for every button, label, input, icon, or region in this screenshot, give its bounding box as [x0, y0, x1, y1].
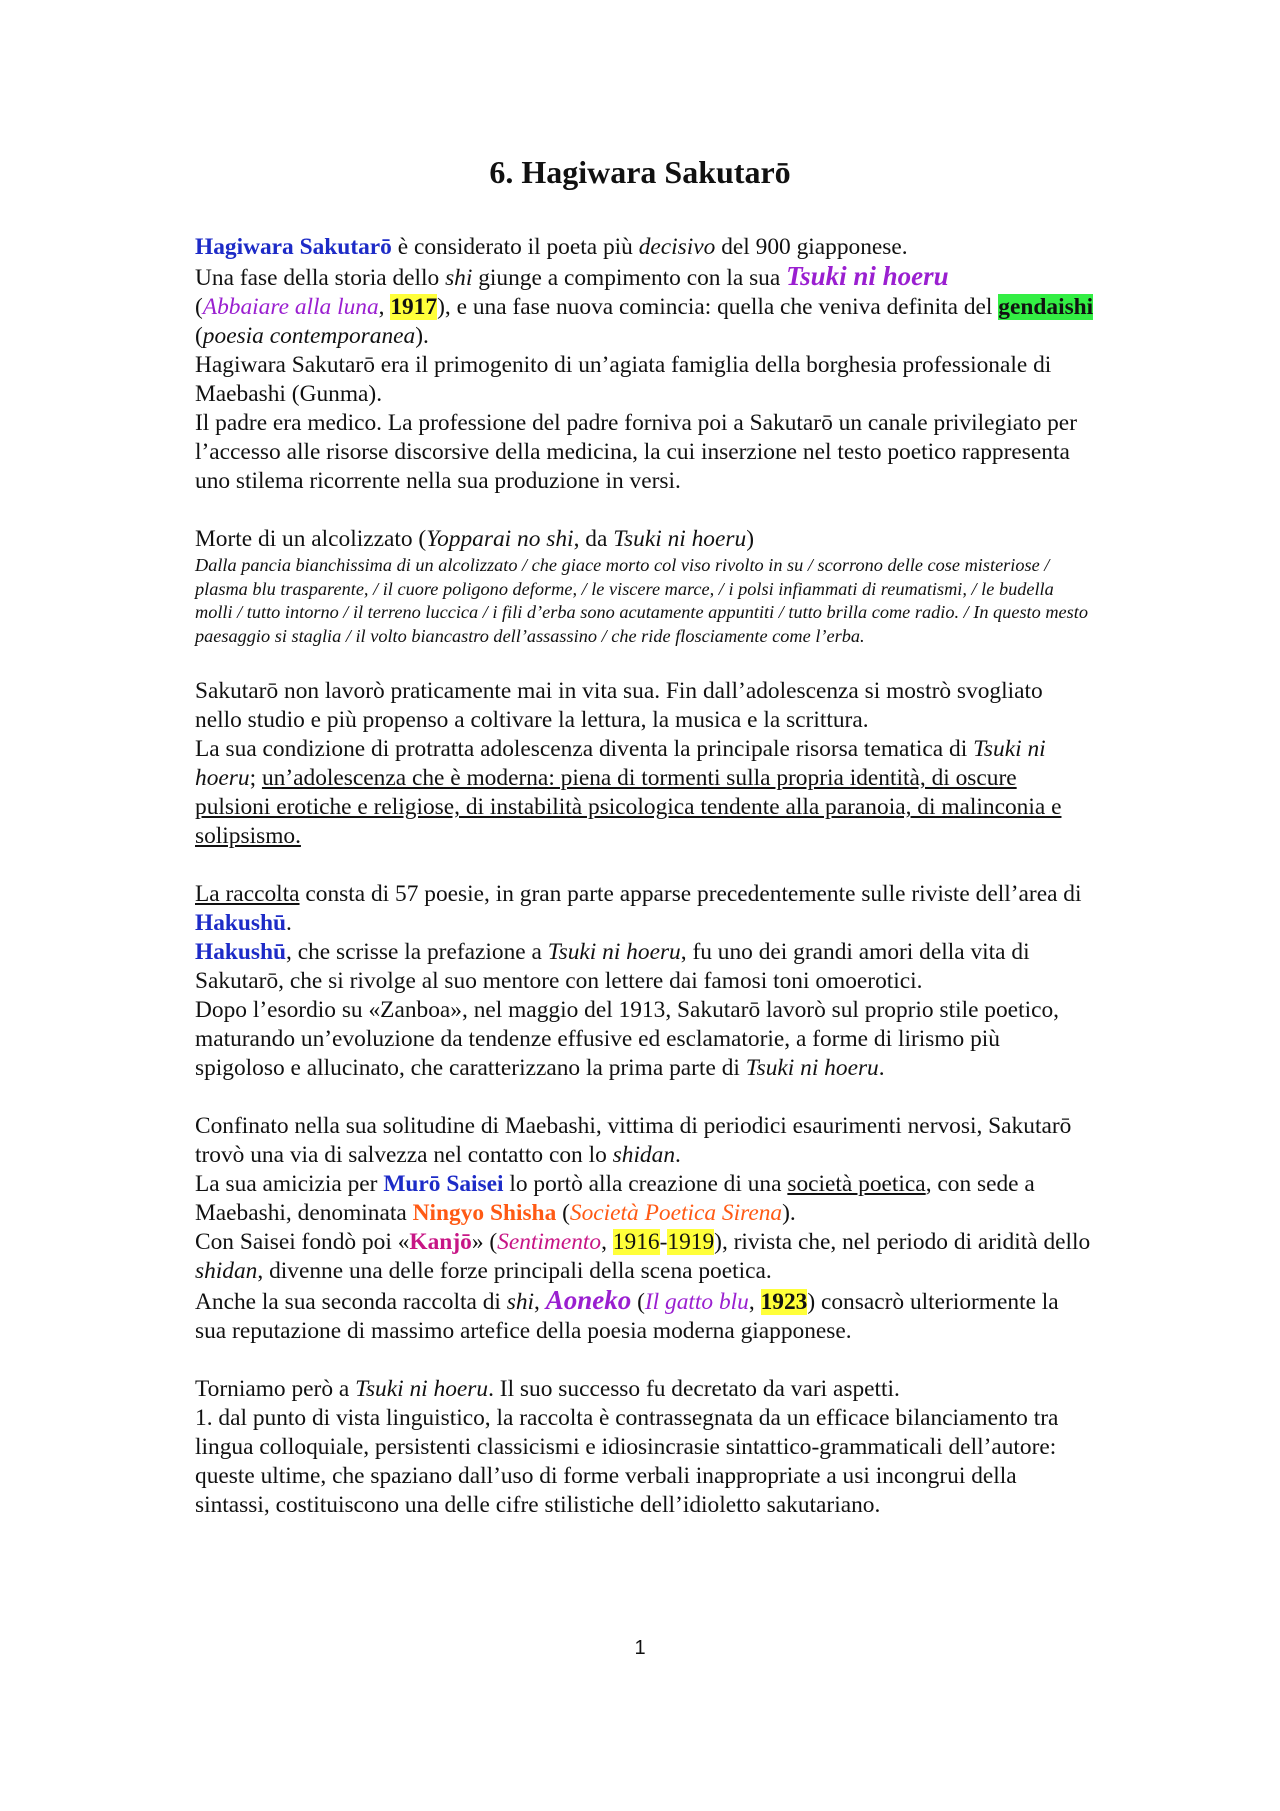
title-abbaiare: Abbaiare alla luna [202, 294, 379, 320]
paragraph-success: Torniamo però a Tsuki ni hoeru. Il suo successo fu decretato da vari aspetti. [195, 1376, 900, 1403]
paragraph-father: Il padre era medico. La professione del padre forniva poi a Sakutarō un canale privilegiato per l’accesso alle risorse discorsive della medicina, la cui inserzione nel testo poetico rappresenta uno stilema ricorrente nella sua produzione in versi. [195, 410, 1077, 494]
paragraph-intro: Hagiwara Sakutarō è considerato il poeta più decisivo del 900 giapponese. [195, 234, 908, 260]
paragraph-collection: La raccolta consta di 57 poesie, in gran parte apparse precedentemente sulle riviste dell’area di Hakushū. [195, 881, 1082, 937]
name-ningyo-shisha: Ningyo Shisha [412, 1200, 557, 1227]
title-gatto-blu: Il gatto blu [644, 1289, 749, 1316]
year-1916: 1916 [612, 1229, 660, 1256]
name-kanjo: Kanjō [409, 1229, 472, 1256]
term-gendaishi: gendaishi [998, 294, 1094, 320]
name-hakushu: Hakushū [195, 939, 287, 966]
paragraph-tsuki: Una fase della storia dello shi giunge a compimento con la sua Tsuki ni hoeru (Abbaiare alla luna, 1917), e una fase nuova comincia: quella che veniva definita del gendaishi (poesia contemporanea). [195, 261, 1094, 349]
body-text [195, 233, 1095, 1520]
page-title: 6. Hagiwara Sakutarō [489, 154, 791, 190]
paragraph-saisei: La sua amicizia per Murō Saisei lo portò alla creazione di una società poetica, con sede a Maebashi, denominata Ningyo Shisha (Società Poetica Sirena). [195, 1171, 1035, 1227]
page-number: 1 [634, 1637, 646, 1659]
year-1919: 1919 [667, 1229, 715, 1256]
paragraph-theme: La sua condizione di protratta adolescenza diventa la principale risorsa tematica di Tsuki ni hoeru; un’adolescenza che è moderna: piena di tormenti sulla propria identità, di oscure pulsioni erotiche e religiose, di instabilità psicologica tendente alla paranoia, di malinconia e solipsismo. [195, 736, 1062, 850]
title-aoneko: Aoneko [545, 1285, 632, 1316]
year-1917: 1917 [390, 294, 438, 320]
year-1923: 1923 [760, 1289, 808, 1316]
name-muro-saisei: Murō Saisei [383, 1171, 504, 1198]
paragraph-adolescence: Sakutarō non lavorò praticamente mai in vita sua. Fin dall’adolescenza si mostrò svogliato nello studio e più propenso a coltivare la lettura, la musica e la scrittura. [195, 678, 1043, 734]
paragraph-maebashi: Confinato nella sua solitudine di Maebashi, vittima di periodici esaurimenti nervosi, Sakutarō trovò una via di salvezza nel contatto con lo shidan. [195, 1113, 1072, 1169]
paragraph-hakushu: Hakushū, che scrisse la prefazione a Tsuki ni hoeru, fu uno dei grandi amori della vita di Sakutarō, che si rivolge al suo mentore con lettere dai famosi toni omoerotici. [195, 939, 1030, 995]
underlined-modern-adolescence: un’adolescenza che è moderna: piena di tormenti sulla propria identità, di oscure pulsioni erotiche e religiose, di instabilità psicologica tendente alla paranoia, di malinconia e solipsismo. [195, 765, 1062, 850]
poem-quote: Dalla pancia bianchissima di un alcolizzato / che giace morto col viso rivolto in su / scorrono delle cose misteriose / plasma blu trasparente, / il cuore poligono deforme, / le viscere marce, / i polsi infiammati di reumatismi, / le budella molli / tutto intorno / il terreno luccica / i fili d’erba sono acutamente appuntiti / tutto brilla come radio. / In questo mesto paesaggio si staglia / il volto biancastro dell’assassino / che ride flosciamente come l’erba. [195, 555, 1088, 646]
name-hakushu: Hakushū [195, 910, 287, 937]
paragraph-kanjo: Con Saisei fondò poi «Kanjō» (Sentimento, 1916-1919), rivista che, nel periodo di aridità dello shidan, divenne una delle forze principali della scena poetica. [195, 1229, 1091, 1285]
paragraph-aoneko: Anche la sua seconda raccolta di shi, Aoneko (Il gatto blu, 1923) consacrò ulteriormente la sua reputazione di massimo artefice della poesia moderna giapponese. [195, 1285, 1059, 1345]
poem-heading: Morte di un alcolizzato (Yopparai no shi, da Tsuki ni hoeru) [195, 526, 754, 552]
paragraph-zanboa: Dopo l’esordio su «Zanboa», nel maggio del 1913, Sakutarō lavorò sul proprio stile poetico, maturando un’evoluzione da tendenze effusive ed esclamatorie, a forme di lirismo più spigoloso e allucinato, che caratterizzano la prima parte di Tsuki ni hoeru. [195, 997, 1059, 1082]
paragraph-linguistic: 1. dal punto di vista linguistico, la raccolta è contrassegnata da un efficace bilanciamento tra lingua colloquiale, persistenti classicismi e idiosincrasie sintattico-grammaticali dell’autore: queste ultime, che spaziano dall’uso di forme verbali inappropriate a usi incongrui della sintassi, costituiscono una delle cifre stilistiche dell’idioletto sakutariano. [195, 1405, 1059, 1519]
paragraph-family: Hagiwara Sakutarō era il primogenito di un’agiata famiglia della borghesia professionale di Maebashi (Gunma). [195, 352, 1052, 407]
name-hagiwara: Hagiwara Sakutarō [195, 234, 392, 260]
title-tsuki-ni-hoeru: Tsuki ni hoeru [786, 261, 949, 291]
